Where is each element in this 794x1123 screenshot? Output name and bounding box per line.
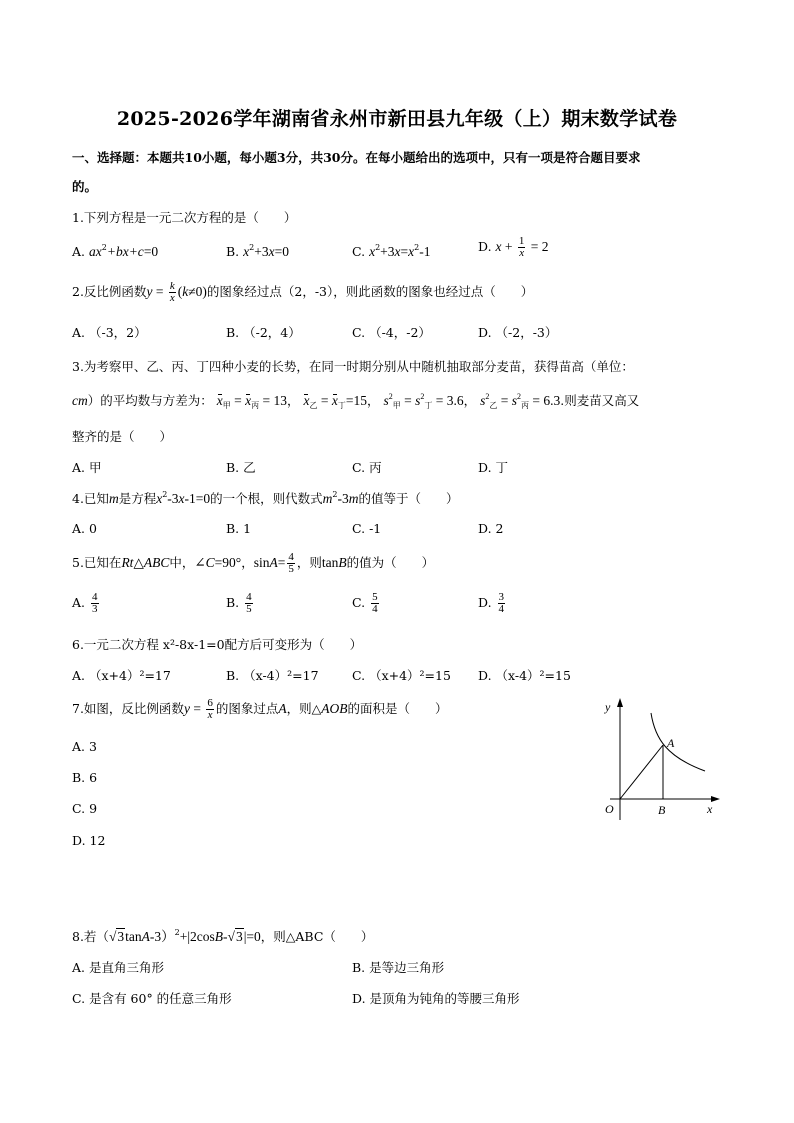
q8-option-b: B. 是等边三角形 bbox=[352, 960, 445, 975]
page-title: 2025-2026学年湖南省永州市新田县九年级（上）期末数学试卷 bbox=[116, 108, 678, 130]
y-axis-arrow bbox=[617, 698, 623, 707]
x-axis-label: x bbox=[707, 802, 713, 816]
q5-option-d: D. $\frac{3}{4}$ bbox=[478, 591, 505, 615]
point-a-label: A bbox=[667, 736, 675, 750]
q2-option-b: B. （-2，4） bbox=[226, 325, 301, 340]
section-instructions-line1: 一、选择题：本题共10小题，每小题3分，共30分。在每小题给出的选项中，只有一项是符合题目要求 bbox=[72, 150, 641, 165]
q7-option-b: B. 6 bbox=[72, 770, 98, 785]
q3-stem-line1: 3.为考察甲、乙、丙、丁四种小麦的长势，在同一时期分别从中随机抽取部分麦苗，获得苗高（单位： bbox=[72, 359, 634, 374]
q4-stem: 4.已知m是方程$x^2-3x-1=0$的一个根，则代数式$m^2-3m$的值等于（ ） bbox=[72, 490, 459, 506]
q1-option-a: A. $ax^2+bx+c=0$ bbox=[72, 243, 159, 259]
q8-stem: 8.若$(√3\tan A-3)^2+|2\cos B-√3|=0$，则△ABC（ ） bbox=[72, 928, 374, 944]
q1-option-d: D. x + $\frac{1}{x}$ = 2 bbox=[478, 235, 549, 259]
q5-option-a: A. $\frac{4}{3}$ bbox=[72, 591, 98, 615]
q7-figure bbox=[585, 695, 725, 825]
section-instructions-line2: 的。 bbox=[72, 179, 98, 194]
y-axis-label: y bbox=[605, 700, 611, 714]
q6-option-d: D. （x-4）²=15 bbox=[478, 668, 571, 683]
q7-stem: 7.如图，反比例函数y = $\frac{6}{x}$ 的图象过点A，则△AOB的面积是（ ） bbox=[72, 697, 448, 721]
q8-option-d: D. 是顶角为钝角的等腰三角形 bbox=[352, 991, 520, 1006]
q3-stem-line3: 整齐的是（ ） bbox=[72, 429, 173, 444]
segment-oa bbox=[620, 745, 663, 799]
q4-option-c: C. -1 bbox=[352, 521, 382, 536]
q5-option-c: C. $\frac{5}{4}$ bbox=[352, 591, 378, 615]
q6-stem: 6.一元二次方程 x²-8x-1=0配方后可变形为（ ） bbox=[72, 637, 363, 652]
q3-stem-line2: cm）的平均数与方差为： $x_甲 = x_丙 = 13$， $x_乙 = x_丁=15$， $s^2_甲 = s^2_丁 = 3.6$， $s^2_乙 = s^2_丙 = 6.3$.则麦苗又高又 bbox=[72, 392, 640, 410]
q1-stem: 1.下列方程是一元二次方程的是（ ） bbox=[72, 210, 297, 225]
point-b-label: B bbox=[658, 803, 666, 817]
q2-option-c: C. （-4，-2） bbox=[352, 325, 431, 340]
q4-option-b: B. 1 bbox=[226, 521, 252, 536]
q7-option-c: C. 9 bbox=[72, 801, 98, 816]
q2-stem: 2.反比例函数y = $\frac{k}{x}$ (k≠0)的图象经过点（2，-3），则此函数的图象也经过点（ ） bbox=[72, 280, 534, 304]
q7-option-a: A. 3 bbox=[72, 739, 97, 754]
q6-option-c: C. （x+4）²=15 bbox=[352, 668, 451, 683]
q8-option-c: C. 是含有 60° 的任意三角形 bbox=[72, 991, 232, 1006]
origin-label: O bbox=[605, 802, 614, 816]
q5-option-b: B. $\frac{4}{5}$ bbox=[226, 591, 252, 615]
hyperbola-curve bbox=[651, 713, 705, 771]
x-axis-arrow bbox=[711, 796, 720, 802]
q3-option-a: A. 甲 bbox=[72, 460, 102, 475]
q6-option-a: A. （x+4）²=17 bbox=[72, 668, 171, 683]
q4-option-a: A. 0 bbox=[72, 521, 97, 536]
q3-option-d: D. 丁 bbox=[478, 460, 509, 475]
q8-option-a: A. 是直角三角形 bbox=[72, 960, 164, 975]
q1-option-b: B. $x^2+3x=0$ bbox=[226, 243, 289, 259]
q2-option-d: D. （-2，-3） bbox=[478, 325, 558, 340]
q3-option-b: B. 乙 bbox=[226, 460, 256, 475]
q5-stem: 5.已知在Rt△ABC中，∠C=90°，sinA= $\frac{4}{5}$ ，则tanB的值为（ ） bbox=[72, 551, 435, 575]
q1-option-c: C. $x^2+3x=x^2-1$ bbox=[352, 243, 431, 259]
q6-option-b: B. （x-4）²=17 bbox=[226, 668, 319, 683]
q4-option-d: D. 2 bbox=[478, 521, 504, 536]
q7-option-d: D. 12 bbox=[72, 833, 106, 848]
q3-option-c: C. 丙 bbox=[352, 460, 382, 475]
q2-option-a: A. （-3，2） bbox=[72, 325, 147, 340]
